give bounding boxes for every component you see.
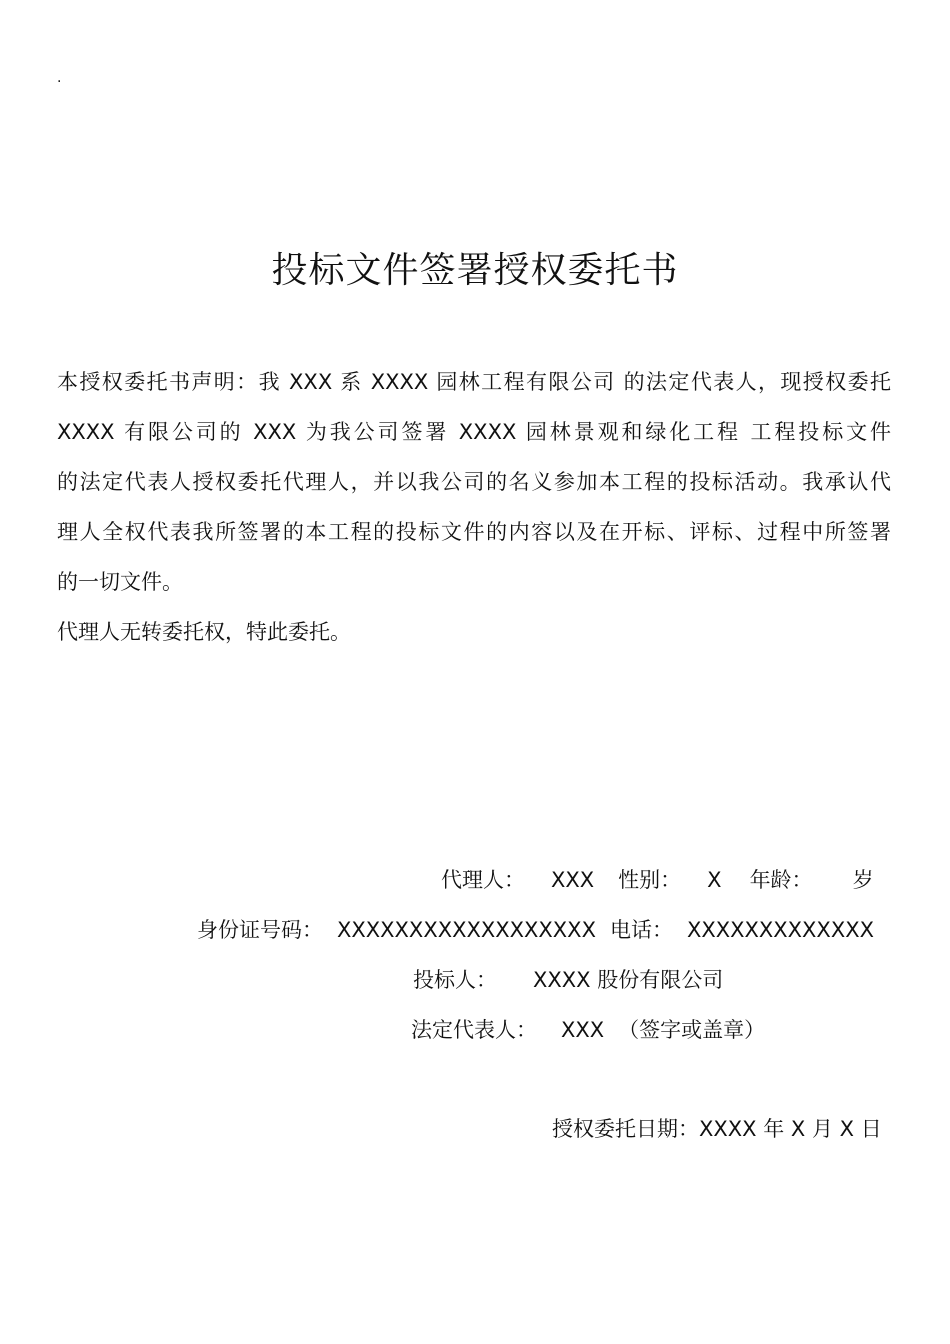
- date-row: [552, 1104, 882, 1154]
- legal-rep-value: XXX: [561, 1018, 605, 1042]
- signature-note: （签字或盖章）: [618, 1018, 766, 1042]
- statement-line: 本授权委托书声明：我 XXX 系 XXXX 园林工程有限公司 的法定代表人，现授权委托: [57, 370, 891, 394]
- statement-line: 的一切文件。: [57, 570, 183, 594]
- bidder-label: 投标人：: [413, 968, 497, 992]
- statement-line: 的法定代表人授权委托代理人，并以我公司的名义参加本工程的投标活动。我承认代: [57, 470, 891, 494]
- legal-rep-label: 法定代表人：: [411, 1018, 537, 1042]
- date-value: XXXX 年 X 月 X 日: [699, 1117, 882, 1141]
- age-label: 年龄：: [749, 868, 813, 892]
- agent-info-row: [441, 855, 874, 905]
- agent-label: 代理人：: [441, 868, 525, 892]
- statement-line: 代理人无转委托权，特此委托。: [57, 620, 351, 644]
- id-number-value: XXXXXXXXXXXXXXXXXX: [337, 918, 596, 942]
- statement-line: 理人全权代表我所签署的本工程的投标文件的内容以及在开标、评标、过程中所签署: [57, 520, 891, 544]
- document-title: 投标文件签署授权委托书: [271, 250, 679, 291]
- bidder-value: XXXX 股份有限公司: [533, 968, 724, 992]
- legal-rep-row: [411, 1005, 765, 1055]
- statement-line: XXXX 有限公司的 XXX 为我公司签署 XXXX 园林景观和绿化工程 工程投标文件: [57, 420, 891, 444]
- age-unit: 岁: [852, 868, 874, 892]
- phone-value: XXXXXXXXXXXXX: [686, 918, 874, 942]
- bidder-row: [413, 955, 723, 1005]
- id-number-label: 身份证号码：: [197, 918, 323, 942]
- gender-value: X: [707, 868, 722, 892]
- header-mark: .: [57, 70, 62, 86]
- agent-name: XXX: [551, 868, 595, 892]
- statement-paragraph: [57, 357, 891, 657]
- date-label: 授权委托日期：: [552, 1117, 699, 1141]
- gender-label: 性别：: [618, 868, 682, 892]
- phone-label: 电话：: [609, 918, 673, 942]
- id-info-row: [197, 905, 874, 955]
